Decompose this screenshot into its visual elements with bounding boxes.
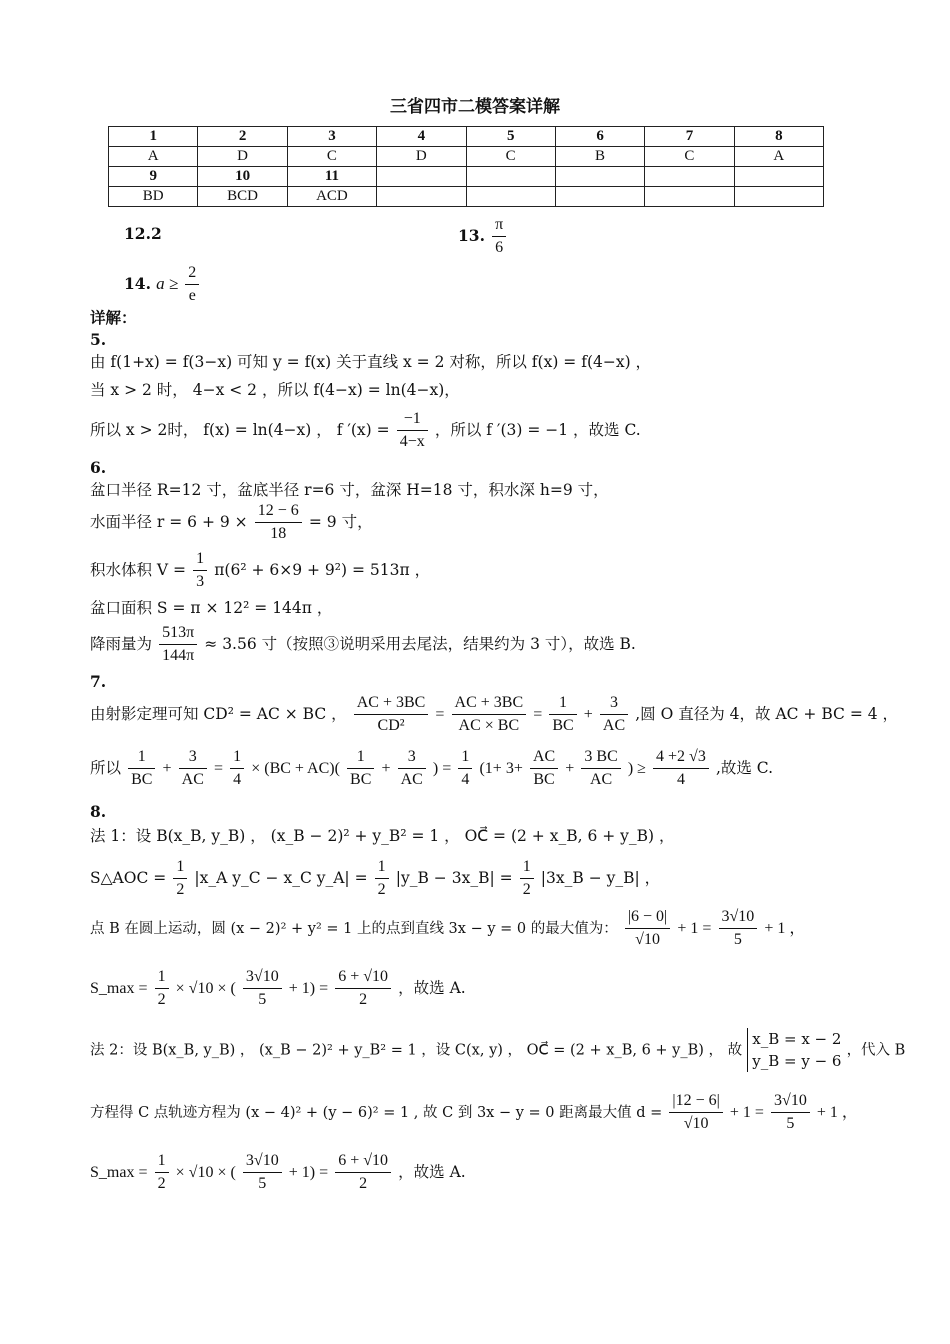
q6-line-5-a: 降雨量为 bbox=[90, 635, 153, 653]
table-cell bbox=[645, 167, 734, 187]
q8-line-4-a: S_max = bbox=[90, 980, 148, 997]
q8-line-1: 法 1：设 B(x_B, y_B) ， (x_B − 2)² + y_B² = 1 ， OC⃗ = (2 + x_B, 6 + y_B) ， bbox=[90, 827, 675, 845]
q5-line-3-a: 所以 x > 2时， f(x) = ln(4−x) ， f ′(x) = bbox=[90, 421, 390, 439]
q5-line-3-b: ，所以 f ′(3) = −1 ，故选 C. bbox=[434, 421, 641, 439]
fraction bbox=[530, 746, 558, 791]
numerator: AC + 3BC bbox=[354, 692, 429, 715]
q7-line-2-b: ,故选 C. bbox=[715, 759, 774, 777]
numerator: 3 BC bbox=[581, 746, 620, 769]
q8-line-7-b: ，故选 A. bbox=[398, 1163, 466, 1181]
answer-13-label: 13. bbox=[458, 226, 485, 245]
numerator: 3√10 bbox=[771, 1090, 810, 1113]
fraction bbox=[230, 746, 244, 791]
fraction bbox=[398, 746, 426, 791]
table-cell: BD bbox=[109, 187, 198, 207]
equals: = bbox=[435, 706, 445, 723]
denominator: √10 bbox=[635, 931, 660, 948]
denominator: CD² bbox=[377, 717, 405, 734]
fraction bbox=[173, 856, 187, 901]
equals: = bbox=[214, 760, 224, 777]
table-cell: B bbox=[555, 147, 644, 167]
answer-row-numbers-1 bbox=[109, 127, 824, 147]
fraction bbox=[653, 746, 709, 791]
denominator: 4−x bbox=[399, 433, 425, 450]
table-cell: C bbox=[287, 147, 376, 167]
q8-line-5-a: 法 2：设 B(x_B, y_B) ， (x_B − 2)² + y_B² = 1 ，设 C(x, y) ， OC⃗ = (2 + x_B, 6 + y_B) ， 故 bbox=[90, 1042, 743, 1059]
denominator: 2 bbox=[377, 881, 386, 898]
q8-line-7 bbox=[90, 1150, 466, 1195]
fraction bbox=[159, 622, 197, 667]
numerator: 1 bbox=[520, 856, 534, 879]
table-cell: A bbox=[734, 147, 823, 167]
plus: + bbox=[565, 760, 575, 777]
answer-13 bbox=[458, 214, 508, 259]
q6-line-2-b: = 9 寸， bbox=[308, 513, 373, 531]
plus: + bbox=[162, 760, 172, 777]
denominator: e bbox=[188, 287, 196, 304]
q8-line-7-mid2: + 1) = bbox=[288, 1164, 329, 1181]
q8-line-6-mid: + 1 = bbox=[729, 1104, 764, 1121]
table-cell: BCD bbox=[198, 187, 287, 207]
table-cell bbox=[466, 167, 555, 187]
q7-expr-mid2: ) = bbox=[432, 760, 452, 777]
table-cell: C bbox=[466, 147, 555, 167]
q8-line-3-mid: + 1 = bbox=[677, 920, 712, 937]
table-cell bbox=[645, 187, 734, 207]
numerator: −1 bbox=[397, 408, 428, 431]
q7-expr-mid: × (BC + AC)( bbox=[251, 760, 340, 777]
denominator: 2 bbox=[522, 881, 531, 898]
q8-line-4-mid2: + 1) = bbox=[288, 980, 329, 997]
q7-expr-mid4: ) ≥ bbox=[627, 760, 646, 777]
page-title: 三省四市二模答案详解 bbox=[390, 97, 560, 117]
table-cell: D bbox=[198, 147, 287, 167]
fraction bbox=[155, 966, 169, 1011]
q7-line-1-b: ,圆 O 直径为 4，故 AC + BC = 4 ， bbox=[635, 705, 899, 723]
table-cell: 3 bbox=[287, 127, 376, 147]
q6-line-3-b: π(6² + 6×9 + 9²) = 513π ， bbox=[214, 561, 431, 579]
numerator: 3√10 bbox=[243, 966, 282, 989]
numerator: 1 bbox=[549, 692, 576, 715]
denominator: 4 bbox=[461, 771, 470, 788]
q6-line-5-b: ≈ 3.56 寸（按照③说明采用去尾法，结果约为 3 寸），故选 B. bbox=[204, 635, 636, 653]
table-cell: 8 bbox=[734, 127, 823, 147]
fraction bbox=[375, 856, 389, 901]
fraction bbox=[354, 692, 429, 737]
answer-14-label: 14. bbox=[124, 274, 151, 293]
denominator: AC bbox=[602, 717, 626, 734]
numerator: 3 bbox=[398, 746, 426, 769]
table-cell bbox=[734, 167, 823, 187]
denominator: √10 bbox=[683, 1115, 709, 1132]
denominator: 144π bbox=[162, 647, 195, 664]
answer-14 bbox=[124, 262, 201, 307]
q8-number: 8. bbox=[90, 802, 107, 821]
numerator: 1 bbox=[155, 1150, 169, 1173]
numerator: AC + 3BC bbox=[452, 692, 527, 715]
table-cell: 1 bbox=[109, 127, 198, 147]
q8-line-4-b: ，故选 A. bbox=[398, 979, 466, 997]
denominator: 2 bbox=[157, 991, 166, 1008]
numerator: 2 bbox=[185, 262, 199, 285]
answer-row-letters-1 bbox=[109, 147, 824, 167]
q8-line-6 bbox=[90, 1090, 858, 1135]
q8-line-6-a: 方程得 C 点轨迹方程为 (x − 4)² + (y − 6)² = 1 , 故 C 到 3x − y = 0 距离最大值 d = bbox=[90, 1105, 663, 1121]
fraction bbox=[458, 746, 472, 791]
denominator: AC bbox=[589, 771, 613, 788]
q7-line-1-a: 由射影定理可知 CD² = AC × BC ， bbox=[90, 705, 347, 723]
table-cell: 5 bbox=[466, 127, 555, 147]
numerator: 3√10 bbox=[243, 1150, 282, 1173]
table-cell bbox=[734, 187, 823, 207]
q5-line-3 bbox=[90, 408, 641, 453]
table-cell: 11 bbox=[287, 167, 376, 187]
answer-row-letters-2 bbox=[109, 187, 824, 207]
fraction bbox=[128, 746, 155, 791]
equation: x_B = x − 2 bbox=[752, 1030, 842, 1048]
fraction bbox=[771, 1090, 810, 1135]
q5-line-1: 由 f(1+x) = f(3−x) 可知 y = f(x) 关于直线 x = 2 对称，所以 f(x) = f(4−x) ， bbox=[90, 353, 652, 371]
q5-number: 5. bbox=[90, 330, 107, 349]
fraction bbox=[243, 1150, 282, 1195]
answer-14-expr: a ≥ bbox=[156, 274, 179, 293]
fraction bbox=[193, 548, 207, 593]
numerator: π bbox=[492, 214, 506, 237]
denominator: AC bbox=[400, 771, 423, 788]
table-cell: 10 bbox=[198, 167, 287, 187]
equals: = bbox=[533, 706, 543, 723]
table-cell bbox=[377, 167, 466, 187]
answer-row-numbers-2 bbox=[109, 167, 824, 187]
answer-table bbox=[108, 126, 824, 207]
q8-line-2-a: S△AOC = bbox=[90, 869, 167, 887]
q8-line-2-b: |x_A y_C − x_C y_A| = bbox=[194, 869, 368, 887]
denominator: 2 bbox=[359, 991, 368, 1008]
q8-line-5 bbox=[90, 1028, 905, 1072]
table-cell: C bbox=[645, 147, 734, 167]
q6-line-5 bbox=[90, 622, 636, 667]
fraction bbox=[625, 906, 670, 951]
denominator: 2 bbox=[176, 881, 185, 898]
numerator: 1 bbox=[173, 856, 187, 879]
numerator: 6 + √10 bbox=[335, 1150, 391, 1173]
numerator: 3√10 bbox=[719, 906, 758, 929]
system-of-equations bbox=[747, 1028, 841, 1072]
answer-14-fraction bbox=[185, 262, 199, 307]
q5-line-2: 当 x > 2 时， 4−x < 2 ，所以 f(4−x) = ln(4−x)， bbox=[90, 381, 460, 399]
plus: + bbox=[583, 706, 593, 723]
numerator: |6 − 0| bbox=[625, 906, 670, 929]
q8-line-5-b: ，代入 B bbox=[846, 1042, 906, 1059]
table-cell: 6 bbox=[555, 127, 644, 147]
numerator: |12 − 6| bbox=[669, 1090, 722, 1113]
denominator: 18 bbox=[270, 525, 287, 542]
q8-line-4-mid: × √10 × ( bbox=[175, 980, 236, 997]
fraction bbox=[452, 692, 527, 737]
numerator: 4 +2 √3 bbox=[653, 746, 709, 769]
section-heading: 详解： bbox=[90, 308, 137, 327]
fraction bbox=[581, 746, 620, 791]
numerator: 1 bbox=[193, 548, 207, 571]
fraction bbox=[335, 966, 391, 1011]
q8-line-2-d: |3x_B − y_B| ， bbox=[540, 869, 661, 887]
q7-number: 7. bbox=[90, 672, 107, 691]
q8-line-7-a: S_max = bbox=[90, 1164, 148, 1181]
numerator: 1 bbox=[347, 746, 374, 769]
fraction bbox=[600, 692, 628, 737]
denominator: 5 bbox=[786, 1115, 795, 1132]
numerator: 1 bbox=[375, 856, 389, 879]
table-cell: 9 bbox=[109, 167, 198, 187]
q8-line-2 bbox=[90, 856, 660, 901]
denominator: 5 bbox=[733, 931, 742, 948]
q6-line-1: 盆口半径 R=12 寸，盆底半径 r=6 寸，盆深 H=18 寸，积水深 h=9 寸， bbox=[90, 481, 609, 499]
table-cell: D bbox=[377, 147, 466, 167]
q6-line-2-a: 水面半径 r = 6 + 9 × bbox=[90, 513, 248, 531]
q7-line-2 bbox=[90, 746, 773, 791]
q8-line-6-b: + 1 ， bbox=[816, 1104, 858, 1121]
table-cell: 7 bbox=[645, 127, 734, 147]
fraction bbox=[549, 692, 576, 737]
fraction bbox=[179, 746, 207, 791]
denominator: BC bbox=[350, 771, 372, 788]
q7-expr-mid3: (1+ 3+ bbox=[479, 760, 523, 777]
q6-number: 6. bbox=[90, 458, 107, 477]
numerator: 1 bbox=[458, 746, 472, 769]
equation: y_B = y − 6 bbox=[752, 1052, 842, 1070]
numerator: 513π bbox=[159, 622, 197, 645]
table-cell: 2 bbox=[198, 127, 287, 147]
q6-line-3 bbox=[90, 548, 430, 593]
numerator: 1 bbox=[230, 746, 244, 769]
numerator: AC bbox=[530, 746, 558, 769]
denominator: AC × BC bbox=[458, 717, 520, 734]
numerator: 3 bbox=[600, 692, 628, 715]
answer-13-fraction bbox=[492, 214, 506, 259]
denominator: BC bbox=[131, 771, 153, 788]
table-cell: 4 bbox=[377, 127, 466, 147]
fraction bbox=[669, 1090, 722, 1135]
fraction bbox=[347, 746, 374, 791]
denominator: 4 bbox=[233, 771, 242, 788]
fraction bbox=[520, 856, 534, 901]
denominator: BC bbox=[552, 717, 574, 734]
fraction bbox=[397, 408, 428, 453]
table-cell: ACD bbox=[287, 187, 376, 207]
fraction bbox=[155, 1150, 169, 1195]
q6-line-3-a: 积水体积 V = bbox=[90, 561, 187, 579]
denominator: 2 bbox=[359, 1175, 368, 1192]
q8-line-4 bbox=[90, 966, 466, 1011]
denominator: 4 bbox=[676, 771, 685, 788]
q8-line-3 bbox=[90, 906, 805, 951]
q8-line-3-a: 点 B 在圆上运动，圆 (x − 2)² + y² = 1 上的点到直线 3x − y = 0 的最大值为： bbox=[90, 921, 618, 937]
q8-line-7-mid: × √10 × ( bbox=[175, 1164, 236, 1181]
plus: + bbox=[381, 760, 391, 777]
q7-line-2-a: 所以 bbox=[90, 759, 122, 777]
table-cell: A bbox=[109, 147, 198, 167]
answer-12: 12.2 bbox=[124, 224, 162, 243]
denominator: 3 bbox=[196, 573, 205, 590]
table-cell bbox=[555, 167, 644, 187]
fraction bbox=[719, 906, 758, 951]
denominator: AC bbox=[181, 771, 204, 788]
denominator: 6 bbox=[495, 239, 504, 256]
fraction bbox=[243, 966, 282, 1011]
q6-line-2 bbox=[90, 500, 373, 545]
numerator: 6 + √10 bbox=[335, 966, 391, 989]
numerator: 12 − 6 bbox=[255, 500, 302, 523]
table-cell bbox=[377, 187, 466, 207]
numerator: 1 bbox=[155, 966, 169, 989]
table-cell bbox=[466, 187, 555, 207]
denominator: 5 bbox=[258, 1175, 267, 1192]
q8-line-2-c: |y_B − 3x_B| = bbox=[395, 869, 513, 887]
q7-line-1 bbox=[90, 692, 898, 737]
denominator: BC bbox=[533, 771, 555, 788]
fraction bbox=[335, 1150, 391, 1195]
table-cell bbox=[555, 187, 644, 207]
fraction bbox=[255, 500, 302, 545]
numerator: 3 bbox=[179, 746, 207, 769]
denominator: 2 bbox=[157, 1175, 166, 1192]
denominator: 5 bbox=[258, 991, 267, 1008]
numerator: 1 bbox=[128, 746, 155, 769]
q8-line-3-b: + 1 ， bbox=[764, 920, 806, 937]
q6-line-4: 盆口面积 S = π × 12² = 144π ， bbox=[90, 599, 333, 617]
